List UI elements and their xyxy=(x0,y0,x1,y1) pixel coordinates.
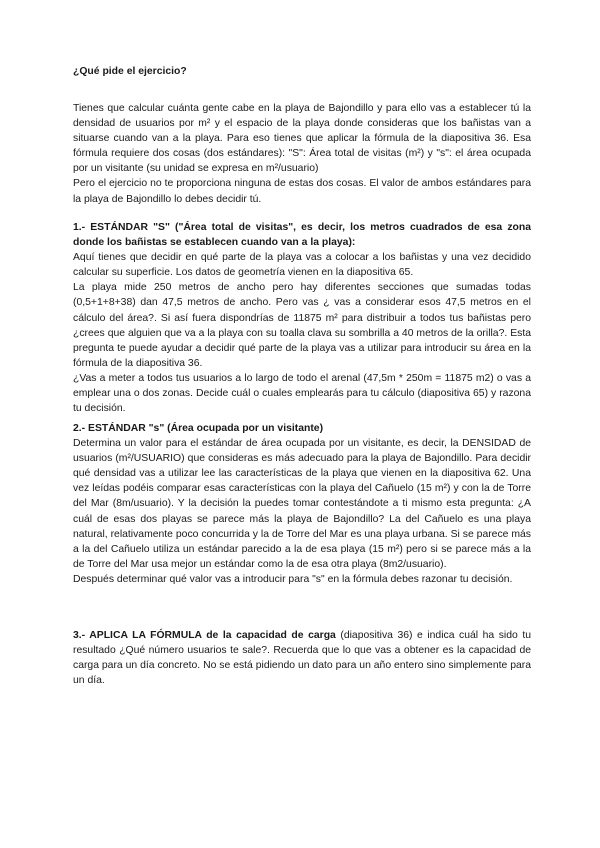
section-1-paragraph-1: Aquí tienes que decidir en qué parte de la playa vas a colocar a los bañistas y una vez decidido calcular su superficie. Los datos de geometría vienen en la diapositiva 65. xyxy=(73,252,531,279)
intro-section xyxy=(73,101,531,207)
section-3-title: 3.- APLICA LA FÓRMULA de la capacidad de carga xyxy=(73,630,336,641)
section-2-paragraph-1: Determina un valor para el estándar de área ocupada por un visitante, es decir, la DENSIDAD de usuarios (m²/USUARIO) que consideras es más adecuado para la playa de Bajondillo. Para decidir qué densidad vas a utilizar lee las características de la playa que vienen en la diapositiva 62. Una vez leídas podéis comparar esas características con la playa del Cañuelo (15 m²) y con la de Torre del Mar (8m/usuario). Y la decisión la puedes tomar contestándote a ti mismo esta pregunta: ¿A cuál de esas dos playas se parece más la playa de Bajondillo? La del Cañuelo es una playa natural, relativamente poco concurrida y la de Torre del Mar es una playa urbana. Si se parece más a la del Cañuelo utiliza un estándar parecido a la de esa playa (15 m²) pero si se parece más a la de Torre del Mar usa mejor un estándar como la de esa otra playa (8m2/usuario). xyxy=(73,438,531,570)
section-1-paragraph-2: La playa mide 250 metros de ancho pero hay diferentes secciones que sumadas todas (0,5+1+8+38) dan 47,5 metros de ancho. Pero vas ¿ vas a considerar esos 47,5 metros en el cálculo del área?. Si así fuera dispondrías de 11875 m² para distribuir a todos tus bañistas pero ¿crees que alguien que va a la playa con su toalla clava su sombrilla a 40 metros de la orilla?. Esta pregunta te puede ayudar a decidir qué parte de la playa vas a utilizar para introducir su área en la fórmula de la diapositiva 36. xyxy=(73,282,531,369)
section-1-title: 1.- ESTÁNDAR "S" ("Área total de visitas", es decir, los metros cuadrados de esa zona donde los bañistas se establecen cuando van a la playa): xyxy=(73,222,531,249)
section-2-paragraph-2: Después determinar qué valor vas a introducir para "s" en la fórmula debes razonar tu decisión. xyxy=(73,573,513,585)
section-2 xyxy=(73,421,531,587)
section-3-paragraph xyxy=(73,628,531,688)
intro-paragraph-1: Tienes que calcular cuánta gente cabe en la playa de Bajondillo y para ello vas a establecer tú la densidad de usuarios por m² y el espacio de la playa donde consideras que los bañistas van a situarse cuando van a la playa. Para eso tienes que aplicar la fórmula de la diapositiva 36. Esa fórmula requiere dos cosas (dos estándares): "S": Área total de visitas (m²) y "s": el área ocupada por un visitante (su unidad se expresa en m²/usuario) xyxy=(73,103,531,175)
section-3-body: (diapositiva 36) e indica cuál ha sido tu resultado ¿Qué número usuarios te sale?. Recuerda que lo que vas a obtener es la capacidad de carga para un día concreto. No se está pidiendo un dato para un año entero sino simplemente para un día. xyxy=(73,630,531,687)
section-1-paragraph-3: ¿Vas a meter a todos tus usuarios a lo largo de todo el arenal (47,5m * 250m = 11875 m2) o vas a emplear una o dos zonas. Decide cuál o cuales emplearás para tu cálculo (diapositiva 65) y razona tu decisión. xyxy=(73,372,531,415)
intro-paragraph-2: Pero el ejercicio no te proporciona ninguna de estas dos cosas. El valor de ambos estándares para la playa de Bajondillo lo debes decidir tú. xyxy=(73,178,531,205)
section-3 xyxy=(73,628,531,688)
section-1 xyxy=(73,220,531,416)
page-title: ¿Qué pide el ejercicio? xyxy=(73,66,187,77)
section-2-title: 2.- ESTÁNDAR "s" (Área ocupada por un visitante) xyxy=(73,423,324,434)
